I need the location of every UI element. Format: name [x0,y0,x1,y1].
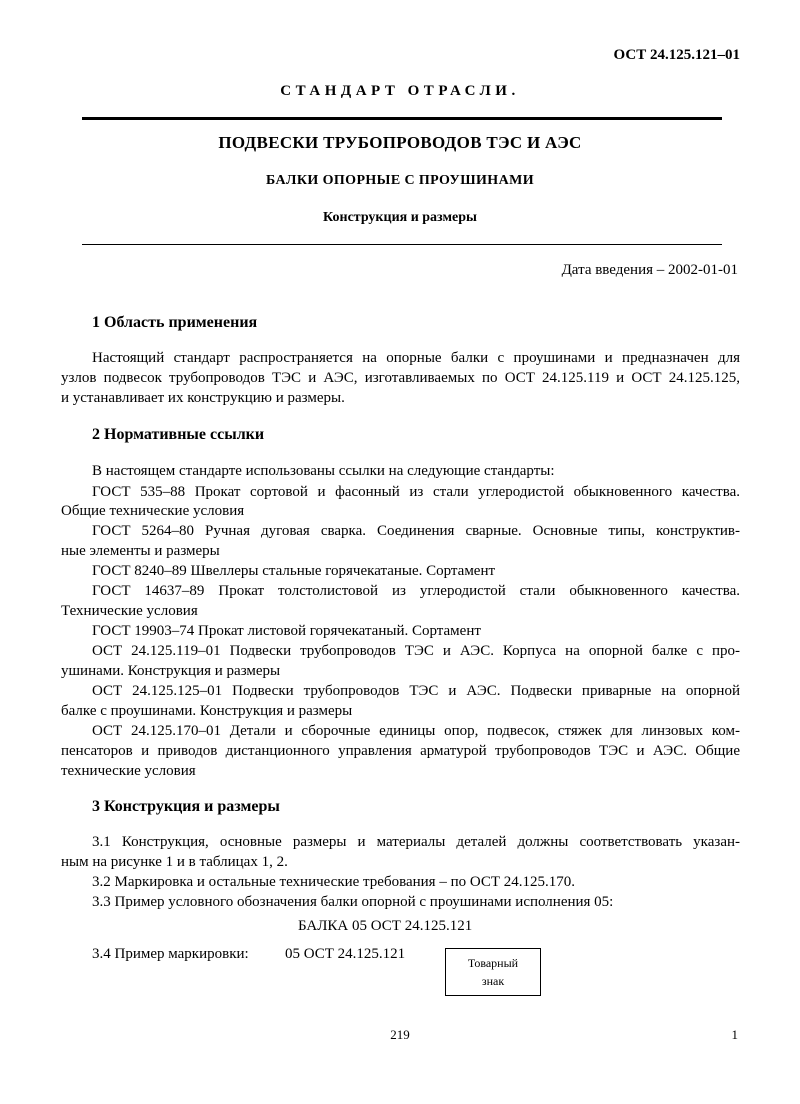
top-rule [82,117,722,120]
reference-line: Общие технические условия [61,503,245,519]
marking-label: 3.4 Пример маркировки: [92,946,249,962]
designation-example: БАЛКА 05 ОСТ 24.125.121 [298,918,473,934]
sub-title: БАЛКИ ОПОРНЫЕ С ПРОУШИНАМИ [266,173,534,188]
reference-line: ГОСТ 19903–74 Прокат листовой горячекатаный. Сортамент [92,623,481,639]
sub-sub-title: Конструкция и размеры [323,210,477,225]
paragraph-line: 3.1 Конструкция, основные размеры и материалы деталей должны соответствовать указан- [92,834,740,850]
trademark-label-line1: Товарный [467,956,519,970]
reference-line: ОСТ 24.125.170–01 Детали и сборочные единицы опор, подвесок, стяжек для линзовых ком- [92,723,740,739]
reference-line: ОСТ 24.125.125–01 Подвески трубопроводов ТЭС и АЭС. Подвески приварные на опорной [92,683,740,699]
reference-line: ОСТ 24.125.119–01 Подвески трубопроводов ТЭС и АЭС. Корпуса на опорной балке с про- [92,643,740,659]
marking-value: 05 ОСТ 24.125.121 [285,946,406,962]
reference-line: ные элементы и размеры [61,543,220,559]
reference-line: балке с проушинами. Конструкция и размеры [61,703,353,719]
reference-line: Технические условия [61,603,198,619]
reference-line: пенсаторов и приводов дистанционного управления арматурой трубопроводов ТЭС и АЭС. Общие [61,743,740,759]
paragraph-line: В настоящем стандарте использованы ссылки на следующие стандарты: [92,463,555,479]
trademark-label-line2: знак [481,974,505,988]
bottom-rule [82,244,722,245]
paragraph-line: и устанавливает их конструкцию и размеры. [61,390,345,406]
sheet-number: 1 [731,1027,738,1042]
main-title: ПОДВЕСКИ ТРУБОПРОВОДОВ ТЭС И АЭС [218,133,582,152]
page-number: 219 [390,1027,410,1042]
reference-line: ГОСТ 5264–80 Ручная дуговая сварка. Соединения сварные. Основные типы, конструктив- [92,523,740,539]
intro-date: Дата введения – 2002-01-01 [561,262,738,278]
paragraph-line: узлов подвесок трубопроводов ТЭС и АЭС, изготавливаемых по ОСТ 24.125.119 и ОСТ 24.125.125, [61,370,740,386]
paragraph-line: Настоящий стандарт распространяется на опорные балки с проушинами и предназначен для [92,350,740,366]
paragraph-line: ным на рисунке 1 и в таблицах 1, 2. [61,854,288,870]
section-heading: 1 Область применения [92,314,258,331]
reference-line: технические условия [61,763,196,779]
reference-line: ГОСТ 535–88 Прокат сортовой и фасонный из стали углеродистой обыкновенного качества. [92,484,740,500]
section-heading: 2 Нормативные ссылки [92,426,265,443]
paragraph-line: 3.2 Маркировка и остальные технические требования – по ОСТ 24.125.170. [92,874,576,890]
standard-title: СТАНДАРТ ОТРАСЛИ. [280,83,520,99]
paragraph-line: 3.3 Пример условного обозначения балки опорной с проушинами исполнения 05: [92,894,614,910]
reference-line: ГОСТ 14637–89 Прокат толстолистовой из углеродистой стали обыкновенного качества. [92,583,740,599]
document-code: ОСТ 24.125.121–01 [613,47,740,63]
reference-line: ушинами. Конструкция и размеры [61,663,281,679]
section-heading: 3 Конструкция и размеры [92,798,280,815]
reference-line: ГОСТ 8240–89 Швеллеры стальные горячекатаные. Сортамент [92,563,496,579]
trademark-box [445,948,541,996]
